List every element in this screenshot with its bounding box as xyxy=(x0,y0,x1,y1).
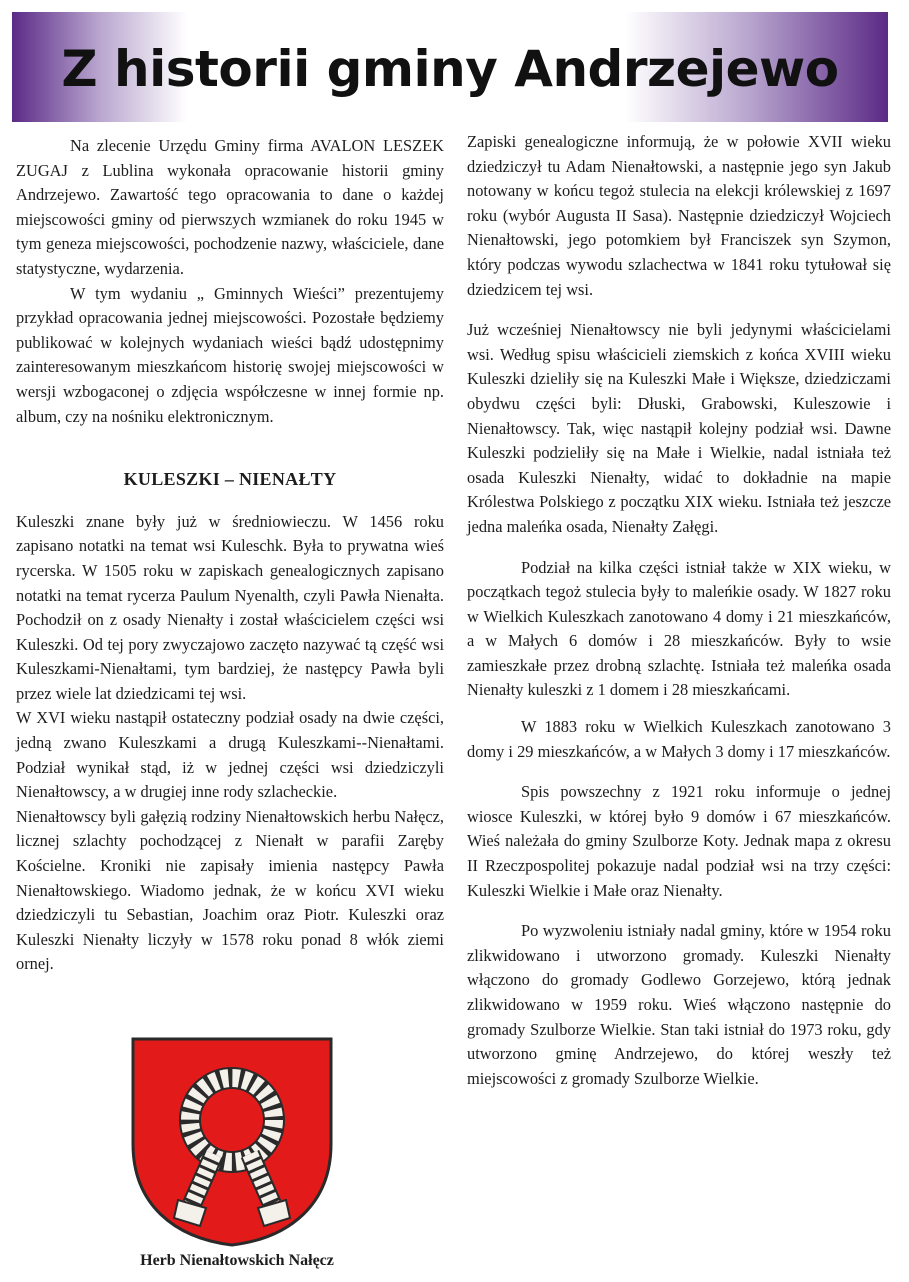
title-banner xyxy=(12,12,888,122)
body-paragraph: Już wcześniej Nienałtowscy nie byli jedynymi właścicielami wsi. Według spisu właścicieli ziemskich z końca XVIII wieku Kuleszki dzieliły się na Kuleszki Małe i Większe, dziedziczami obydwu części byli: Dłuski, Grabowski, Kuleszowie i Nienałtowscy. Tak, więc nastąpił kolejny podział wsi. Dawne Kuleszki podzieliły się na Małe i Wielkie, nadal istniała też osada Kuleszki Nienałty, widać to dokładnie na mapie Królestwa Polskiego z początku XIX wieku. Istniała też jeszcze jedna maleńka osada, Nienałty Załęgi. xyxy=(467,320,891,536)
body-paragraph: Kuleszki znane były już w średniowieczu. W 1456 roku zapisano notatki na temat wsi Kuleschk. Była to prywatna wieś rycerska. W 1505 roku w zapiskach genealogicznych zapisano notatki na temat rycerza Paulum Nyenalth, czyli Pawła Nienałta. Pochodził on z osady Nienałty i został właścicielem części wsi Kuleszki. Od tej pory zwyczajowo zaczęto nazywać tą część wsi Kuleszkami-Nienałtami, tym bardziej, że następcy Pawła byli przez wiele lat dziedzicami tej wsi. xyxy=(16,511,444,703)
body-paragraph: Zapiski genealogiczne informują, że w połowie XVII wieku dziedziczył tu Adam Nienałtowski, a następnie jego syn Jakub notowany w końcu tegoż stulecia na elekcji królewskiej z 1697 roku (wybór Augusta II Sasa). Następnie dziedziczył Wojciech Nienałtowski, jego potomkiem był Franciszek syn Szymon, który podczas wywodu szlachectwa w 1841 roku tytułował się dziedzicem tej wsi. xyxy=(467,132,891,299)
right-column xyxy=(467,130,891,1091)
intro-paragraph: W tym wydaniu „ Gminnych Wieści” prezentujemy przykład opracowania jednej miejscowości. Pozostałe będziemy publikować w kolejnych wydaniach wieści bądź udostępnimy zainteresowanym mieszkańcom historię swojej miejscowości w wersji wzbogaconej o zdjęcia współczesne w innej formie np. album, czy na nośniku elektronicznym. xyxy=(16,283,444,426)
coat-of-arms-caption: Herb Nienałtowskich Nałęcz xyxy=(140,1252,334,1269)
body-paragraph: W 1883 roku w Wielkich Kuleszkach zanotowano 3 domy i 29 mieszkańców, a w Małych 3 domy i 17 mieszkańców. xyxy=(467,717,891,761)
section-heading: KULESZKI – NIENAŁTY xyxy=(123,469,337,490)
body-paragraph: Po wyzwoleniu istniały nadal gminy, które w 1954 roku zlikwidowano i utworzono gromady. Kuleszki Nienałty włączono do gromady Godlewo Gorzejewo, którą jednak zlikwidowano w 1959 roku. Wieś włączono następnie do gromady Szulborze Wielkie. Stan taki istniał do 1973 roku, gdy utworzono gminę Andrzejewo, do której weszły też miejscowości z gromady Szulborze Wielkie. xyxy=(467,921,891,1088)
body-paragraph: W XVI wieku nastąpił ostateczny podział osady na dwie części, jedną zwano Kuleszkami a drugą Kuleszkami--Nienałtami. Podział wynikał stąd, iż w jednej części wsi dziedziczyli Nienałtowscy, a w drugiej inne rody szlacheckie. xyxy=(16,708,444,802)
page-title: Z historii gminy Andrzejewo xyxy=(61,40,839,98)
body-paragraph: Nienałtowscy byli gałęzią rodziny Nienałtowskich herbu Nałęcz, licznej szlachty pochodzącej z Nienałt w parafii Zaręby Kościelne. Kroniki nie zapisały imienia następcy Pawła Nienałtowskiego. Wiadomo jednak, że w końcu XVI wieku dziedziczyli tu Sebastian, Joachim oraz Piotr. Kuleszki oraz Kuleszki Nienałty liczyły w 1578 roku ponad 8 włók ziemi ornej. xyxy=(16,806,444,974)
body-paragraph: Podział na kilka części istniał także w XIX wieku, w początkach tegoż stulecia były to maleńkie osady. W 1827 roku w Wielkich Kuleszkach zanotowano 4 domy i 21 mieszkańców, a w Małych 6 domów i 28 mieszkańców. Były to wsie zamieszkałe przez drobną szlachtę. Istniała też maleńka osada Nienałty kuleszki z 1 domem i 28 mieszkańcami. xyxy=(467,557,891,700)
body-paragraph: Spis powszechny z 1921 roku informuje o jednej wiosce Kuleszki, w której było 9 domów i 67 mieszkańców. Wieś należała do gminy Szulborze Koty. Jednak mapa z okresu II Rzeczpospolitej pokazuje nadal podział wsi na trzy części: Kuleszki Wielkie i Małe oraz Nienałty. xyxy=(467,782,891,900)
intro-paragraph: Na zlecenie Urzędu Gminy firma AVALON LESZEK ZUGAJ z Lublina wykonała opracowanie historii gminy Andrzejewo. Zawartość tego opracowania to dane o każdej miejscowości gminy od pierwszych wzmianek do roku 1945 w tym geneza miejscowości, pochodzenie nazwy, właściciele, dane statystyczne, wydarzenia. xyxy=(16,136,444,278)
left-column xyxy=(16,134,444,977)
coat-of-arms-image xyxy=(130,1036,334,1248)
